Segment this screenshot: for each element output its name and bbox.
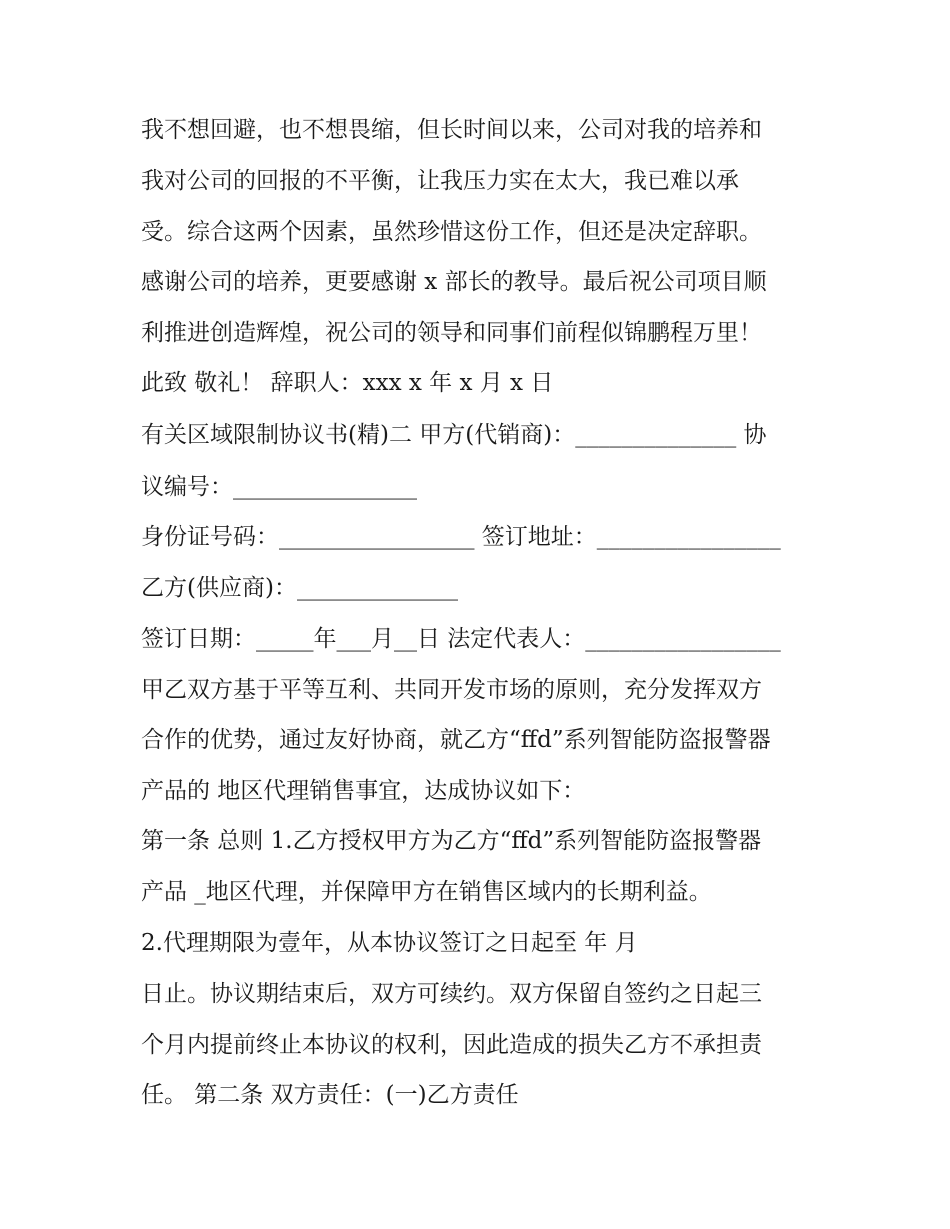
text-line: 受。综合这两个因素，虽然珍惜这份工作，但还是决定辞职。: [141, 219, 762, 245]
text-line: 个月内提前终止本协议的权利，因此造成的损失乙方不承担责: [141, 1032, 762, 1058]
agreement-number-line: 议编号：________________: [141, 474, 417, 500]
text-line: 产品 _地区代理，并保障甲方在销售区域内的长期利益。: [141, 879, 712, 905]
text-line: 2.代理期限为壹年，从本协议签订之日起至 年 月: [141, 930, 638, 956]
text-line: 我不想回避，也不想畏缩，但长时间以来，公司对我的培养和: [141, 117, 762, 143]
article-two-line: 任。 第二条 双方责任：(一)乙方责任: [141, 1082, 519, 1108]
text-line: 感谢公司的培养，更要感谢 x 部长的教导。最后祝公司项目顺: [141, 269, 767, 295]
id-address-line: 身份证号码：_________________ 签订地址：________________: [141, 524, 781, 550]
text-line: 合作的优势，通过友好协商，就乙方“ffd”系列智能防盗报警器: [141, 727, 771, 753]
agreement-title-line: 有关区域限制协议书(精)二 甲方(代销商)：______________ 协: [141, 422, 767, 448]
text-line: 利推进创造辉煌，祝公司的领导和同事们前程似锦鹏程万里！: [141, 320, 762, 346]
party-b-line: 乙方(供应商)：______________: [141, 575, 458, 601]
signing-date-line: 签订日期：_____年___月__日 法定代表人：_________________: [141, 626, 781, 652]
signature-line: 此致 敬礼！ 辞职人：xxx x 年 x 月 x 日: [141, 370, 554, 396]
text-line: 日止。协议期结束后，双方可续约。双方保留自签约之日起三: [141, 981, 762, 1007]
text-line: 我对公司的回报的不平衡，让我压力实在太大，我已难以承: [141, 168, 739, 194]
text-line: 甲乙双方基于平等互利、共同开发市场的原则，充分发挥双方: [141, 677, 762, 703]
article-one-line: 第一条 总则 1.乙方授权甲方为乙方“ffd”系列智能防盗报警器: [141, 828, 762, 854]
text-line: 产品的 地区代理销售事宜，达成协议如下：: [141, 778, 586, 804]
